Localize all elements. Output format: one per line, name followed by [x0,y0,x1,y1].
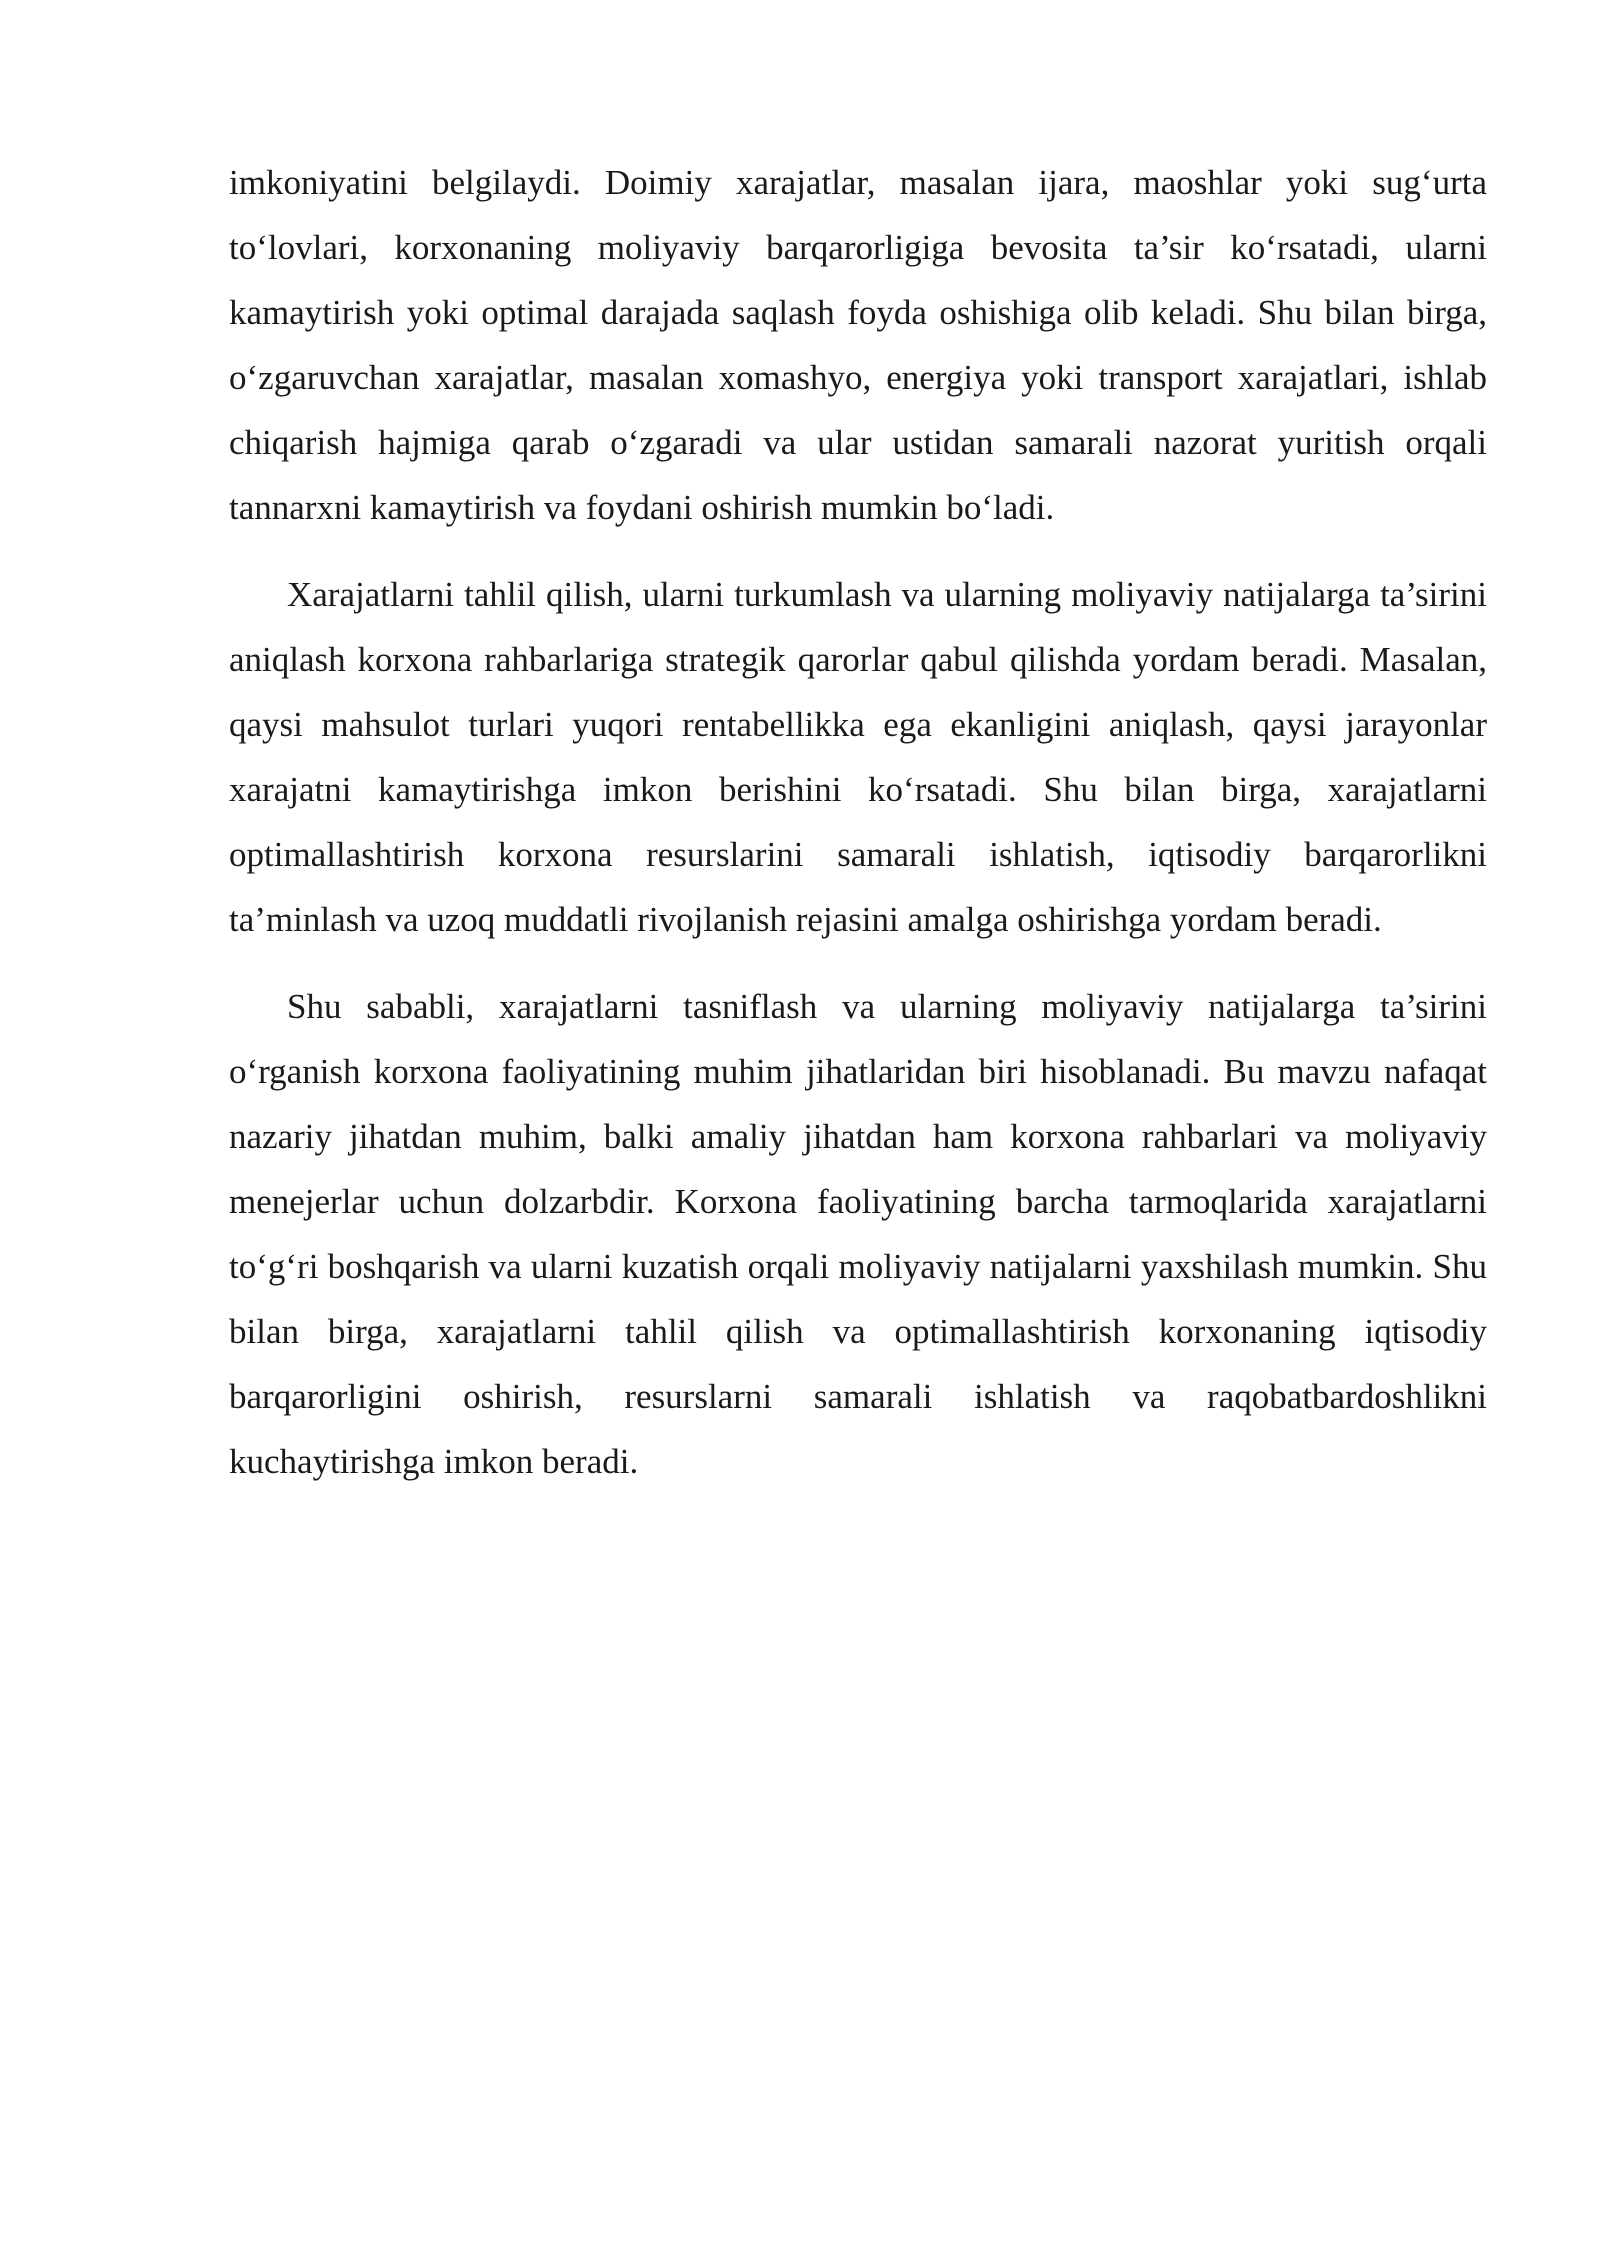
document-body [229,150,1487,1516]
paragraph-conclusion: Shu sababli, xarajatlarni tasniflash va ularning moliyaviy natijalarga ta’sirini o‘rganish korxona faoliyatining muhim jihatlaridan biri hisoblanadi. Bu mavzu nafaqat nazariy jihatdan muhim, balki amaliy jihatdan ham korxona rahbarlari va moliyaviy menejerlar uchun dolzarbdir. Korxona faoliyatining barcha tarmoqlarida xarajatlarni to‘g‘ri boshqarish va ularni kuzatish orqali moliyaviy natijalarni yaxshilash mumkin. Shu bilan birga, xarajatlarni tahlil qilish va optimallashtirish korxonaning iqtisodiy barqarorligini oshirish, resurslarni samarali ishlatish va raqobatbardoshlikni kuchaytirishga imkon beradi. [229,987,1487,1481]
paragraph-expense-analysis: Xarajatlarni tahlil qilish, ularni turkumlash va ularning moliyaviy natijalarga ta’sirini aniqlash korxona rahbarlariga strategik qarorlar qabul qilishda yordam beradi. Masalan, qaysi mahsulot turlari yuqori rentabellikka ega ekanligini aniqlash, qaysi jarayonlar xarajatni kamaytirishga imkon berishini ko‘rsatadi. Shu bilan birga, xarajatlarni optimallashtirish korxona resurslarini samarali ishlatish, iqtisodiy barqarorlikni ta’minlash va uzoq muddatli rivojlanish rejasini amalga oshirishga yordam beradi. [229,575,1487,939]
paragraph-continuation: imkoniyatini belgilaydi. Doimiy xarajatlar, masalan ijara, maoshlar yoki sug‘urta to‘lovlari, korxonaning moliyaviy barqarorligiga bevosita ta’sir ko‘rsatadi, ularni kamaytirish yoki optimal darajada saqlash foyda oshishiga olib keladi. Shu bilan birga, o‘zgaruvchan xarajatlar, masalan xomashyo, energiya yoki transport xarajatlari, ishlab chiqarish hajmiga qarab o‘zgaradi va ular ustidan samarali nazorat yuritish orqali tannarxni kamaytirish va foydani oshirish mumkin bo‘ladi. [229,163,1487,527]
